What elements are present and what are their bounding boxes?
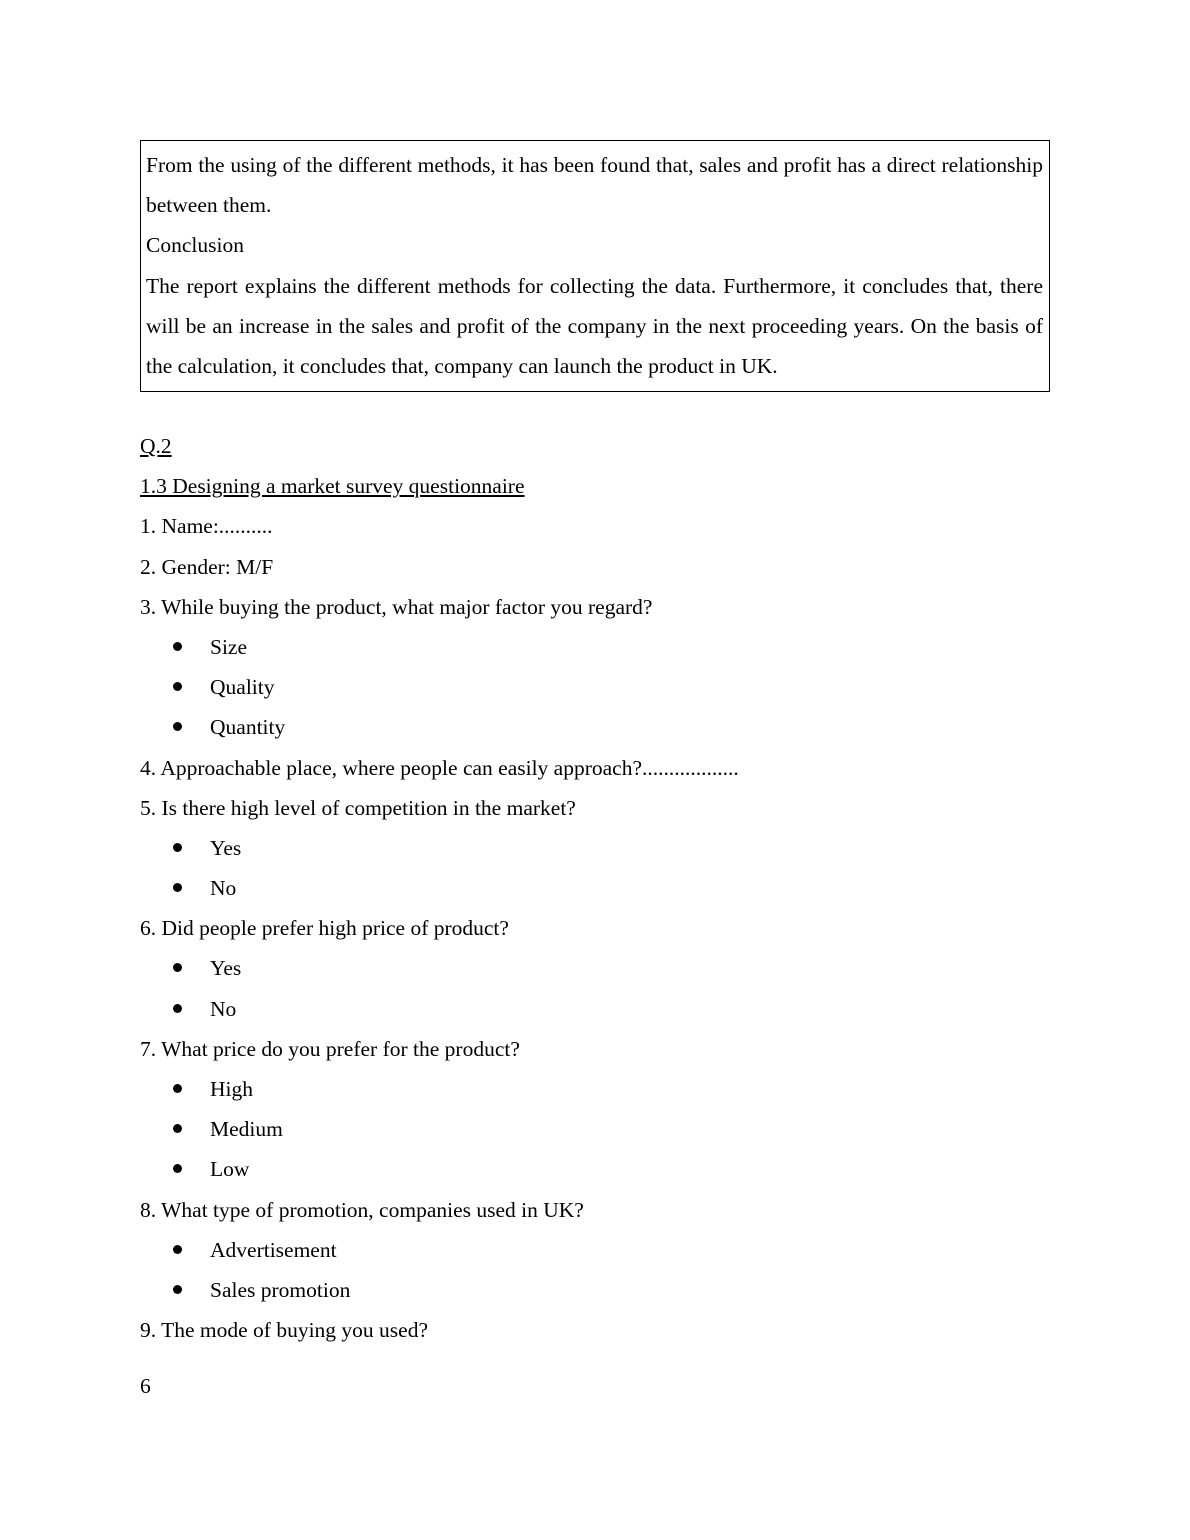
bullet-icon xyxy=(173,1004,182,1013)
list-item: No xyxy=(140,868,1050,908)
conclusion-box xyxy=(140,140,1050,392)
bullet-icon xyxy=(173,722,182,731)
list-item: High xyxy=(140,1069,1050,1109)
question-factor: 3. While buying the product, what major factor you regard? xyxy=(140,594,653,619)
question-label: Q.2 xyxy=(140,434,172,458)
list-item: Sales promotion xyxy=(140,1270,1050,1310)
list-item: No xyxy=(140,989,1050,1029)
question-high-price: 6. Did people prefer high price of product? xyxy=(140,916,509,941)
bullet-icon xyxy=(173,1245,182,1254)
list-item: Quality xyxy=(140,667,1050,707)
list-item: Advertisement xyxy=(140,1230,1050,1270)
question-competition: 5. Is there high level of competition in the market? xyxy=(140,795,576,820)
bullet-icon xyxy=(173,1285,182,1294)
list-item: Medium xyxy=(140,1109,1050,1149)
bullet-icon xyxy=(173,1084,182,1093)
bullet-icon xyxy=(173,642,182,651)
question-buying-mode: 9. The mode of buying you used? xyxy=(140,1318,429,1343)
bullet-icon xyxy=(173,1164,182,1173)
question-name: 1. Name:.......... xyxy=(140,514,273,539)
list-item: Yes xyxy=(140,948,1050,988)
list-item: Yes xyxy=(140,828,1050,868)
question-price-preference: 7. What price do you prefer for the product? xyxy=(140,1036,520,1061)
question-promotion: 8. What type of promotion, companies used in UK? xyxy=(140,1197,584,1222)
conclusion-heading: Conclusion xyxy=(146,233,244,258)
page-number: 6 xyxy=(140,1374,151,1398)
question-place: 4. Approachable place, where people can easily approach?.................. xyxy=(140,755,739,780)
bullet-icon xyxy=(173,963,182,972)
findings-paragraph: From the using of the different methods, it has been found that, sales and profit has a direct relationship between them. xyxy=(146,153,1043,218)
bullet-icon xyxy=(173,1124,182,1133)
list-item: Quantity xyxy=(140,707,1050,747)
list-item: Low xyxy=(140,1149,1050,1189)
list-item: Size xyxy=(140,627,1050,667)
bullet-icon xyxy=(173,843,182,852)
section-subtitle: 1.3 Designing a market survey questionnaire xyxy=(140,474,525,499)
bullet-icon xyxy=(173,883,182,892)
questionnaire-section xyxy=(140,426,1050,1350)
question-gender: 2. Gender: M/F xyxy=(140,554,274,579)
conclusion-paragraph: The report explains the different methods for collecting the data. Furthermore, it concludes that, there will be an increase in the sales and profit of the company in the next proceeding years. On the basis of the calculation, it concludes that, company can launch the product in UK. xyxy=(146,273,1043,379)
bullet-icon xyxy=(173,682,182,691)
